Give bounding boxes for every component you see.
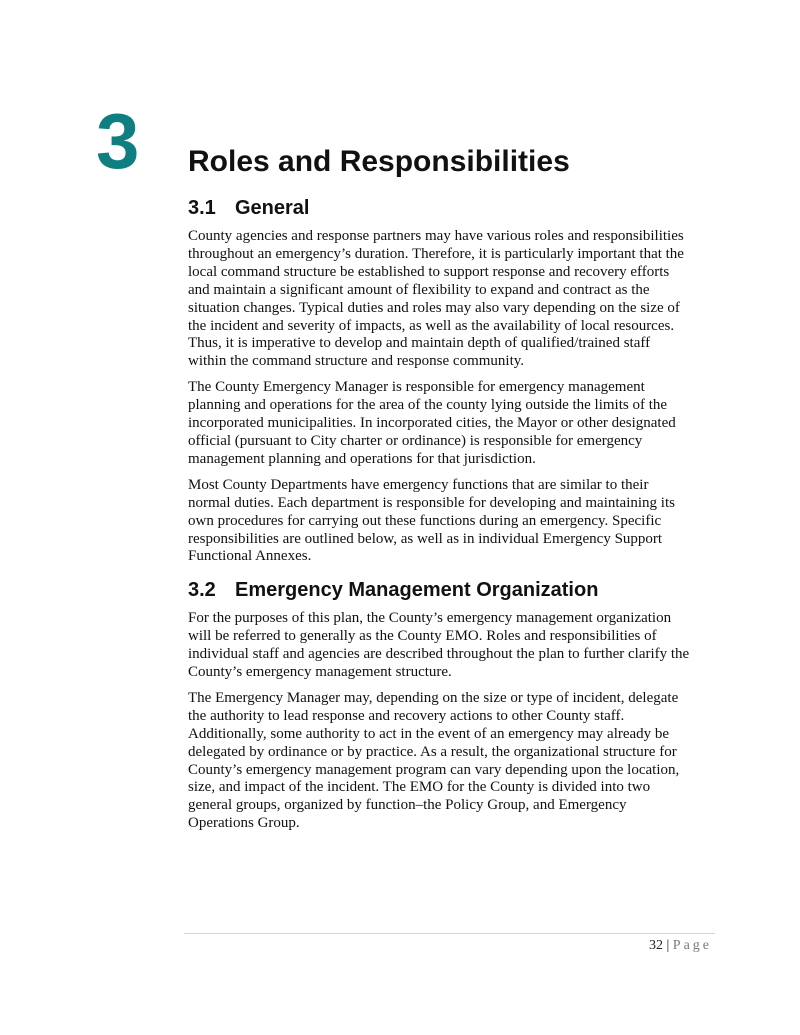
page-label: Page <box>672 938 712 953</box>
section-general <box>188 194 718 566</box>
document-body <box>188 194 718 841</box>
chapter-number: 3 <box>96 97 140 185</box>
page-footer <box>649 937 712 955</box>
section-heading <box>188 576 718 604</box>
section-title: General <box>235 197 310 219</box>
paragraph: For the purposes of this plan, the County’s emergency management organization will be referred to generally as the County EMO. Roles and responsibilities of individual staff and agencies are described throughout the plan to further clarify the County’s emergency management structure. <box>188 610 690 681</box>
section-number: 3.2 <box>188 579 216 602</box>
section-title: Emergency Management Organization <box>235 579 599 602</box>
section-emergency-management-organization <box>188 576 718 833</box>
paragraph: The Emergency Manager may, depending on the size or type of incident, delegate the authority to lead response and recovery actions to other County staff. Additionally, some authority to act in the event of an emergency may already be delegated by ordinance or by practice. As a result, the organizational structure for County’s emergency management program can vary depending upon the location, size, and impact of the incident. The EMO for the County is divided into two general groups, organized by function–the Policy Group, and Emergency Operations Group. <box>188 689 680 832</box>
page-number: 32 <box>648 938 663 953</box>
footer-divider <box>184 933 715 934</box>
section-heading <box>188 194 718 222</box>
chapter-title: Roles and Responsibilities <box>188 145 570 178</box>
section-number: 3.1 <box>188 197 216 219</box>
paragraph: County agencies and response partners may have various roles and responsibilities throughout an emergency’s duration. Therefore, it is particularly important that the local command structure be established to support response and recovery efforts and maintain a significant amount of flexibility to expand and contract as the situation changes. Typical duties and roles may also vary depending on the size of the incident and severity of impacts, as well as the availability of local resources. Thus, it is imperative to develop and maintain depth of qualified/trained staff within the command structure and response community. <box>188 228 684 370</box>
footer-separator: | <box>666 938 670 953</box>
paragraph: The County Emergency Manager is responsible for emergency management planning and operations for the area of the county lying outside the limits of the incorporated municipalities. In incorporated cities, the Mayor or other designated official (pursuant to City charter or ordinance) is responsible for emergency management planning and operations for that jurisdiction. <box>188 379 676 467</box>
paragraph: Most County Departments have emergency functions that are similar to their normal duties. Each department is responsible for developing and maintaining its own procedures for carrying out these functions during an emergency. Specific responsibilities are outlined below, as well as in individual Emergency Support Functional Annexes. <box>188 476 675 565</box>
